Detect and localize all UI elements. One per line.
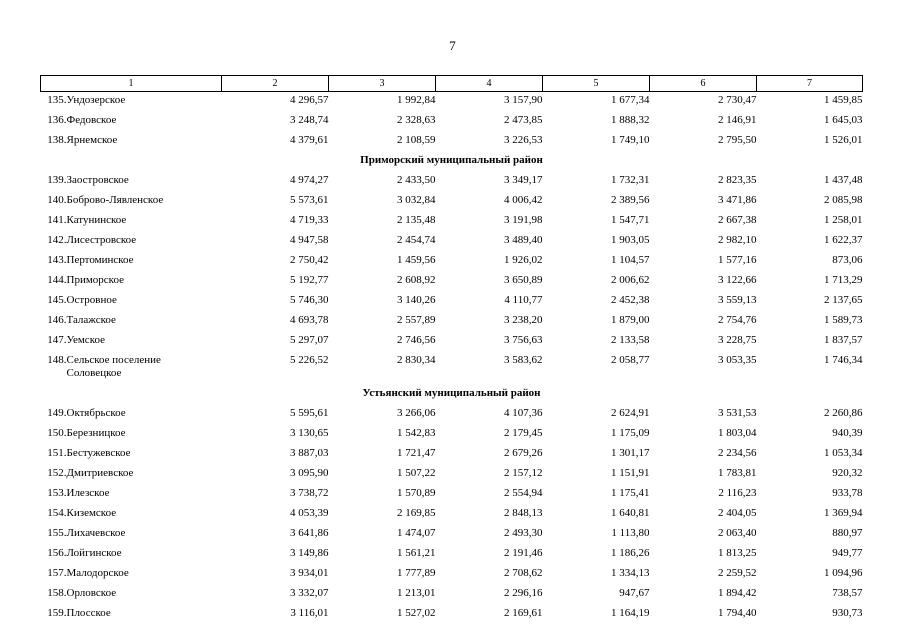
value-cell: 4 974,27 [290, 174, 329, 186]
settlement-name-line: Талажское [66, 314, 116, 326]
settlement-name [67, 605, 222, 625]
value-cell: 3 349,17 [504, 174, 543, 186]
table-row [41, 132, 863, 152]
value-cell: 3 116,01 [290, 607, 329, 619]
settlement-name [67, 485, 222, 505]
value-cell: 3 149,86 [290, 547, 329, 559]
value-cell: 2 830,34 [397, 354, 436, 366]
row-number: 158. [47, 587, 67, 599]
value-cell: 2 754,76 [718, 314, 757, 326]
value-cell: 1 645,03 [824, 114, 863, 126]
value-cell: 2 058,77 [611, 354, 650, 366]
value-cell: 2 708,62 [504, 567, 543, 579]
column-header: 1 [41, 76, 222, 92]
value-cell: 3 559,13 [718, 294, 757, 306]
row-number: 136. [47, 114, 67, 126]
section-header-row [41, 152, 863, 172]
settlement-name-line: Соловецкое [66, 367, 122, 379]
value-cell: 5 595,61 [290, 407, 329, 419]
value-cell: 1 640,81 [611, 507, 650, 519]
table-row [41, 272, 863, 292]
value-cell: 2 389,56 [611, 194, 650, 206]
value-cell: 1 926,02 [504, 254, 543, 266]
value-cell: 2 137,65 [824, 294, 863, 306]
value-cell: 1 903,05 [611, 234, 650, 246]
value-cell: 940,39 [832, 427, 863, 439]
value-cell: 2 795,50 [718, 134, 757, 146]
value-cell: 3 095,90 [290, 467, 329, 479]
value-cell: 5 192,77 [290, 274, 329, 286]
value-cell: 1 577,16 [718, 254, 757, 266]
value-cell: 1 547,71 [611, 214, 650, 226]
row-number: 144. [47, 274, 67, 286]
value-cell: 3 738,72 [290, 487, 329, 499]
value-cell: 1 527,02 [397, 607, 436, 619]
settlement-name-line: Малодорское [66, 567, 129, 579]
settlement-name [67, 465, 222, 485]
value-cell: 3 641,86 [290, 527, 329, 539]
value-cell: 1 175,09 [611, 427, 650, 439]
value-cell: 3 756,63 [504, 334, 543, 346]
settlement-name [67, 525, 222, 545]
settlement-name [67, 232, 222, 252]
value-cell: 3 140,26 [397, 294, 436, 306]
settlement-name [67, 445, 222, 465]
settlement-name [67, 192, 222, 212]
value-cell: 933,78 [832, 487, 863, 499]
value-cell: 2 328,63 [397, 114, 436, 126]
row-number: 159. [47, 607, 67, 619]
value-cell: 2 296,16 [504, 587, 543, 599]
value-cell: 1 053,34 [824, 447, 863, 459]
value-cell: 3 248,74 [290, 114, 329, 126]
value-cell: 2 624,91 [611, 407, 650, 419]
value-cell: 2 146,91 [718, 114, 757, 126]
value-cell: 1 677,34 [611, 94, 650, 106]
value-cell: 3 238,20 [504, 314, 543, 326]
row-number: 151. [47, 447, 67, 459]
value-cell: 1 570,89 [397, 487, 436, 499]
table-row [41, 485, 863, 505]
value-cell: 2 452,38 [611, 294, 650, 306]
table-row [41, 425, 863, 445]
value-cell: 1 258,01 [824, 214, 863, 226]
value-cell: 1 888,32 [611, 114, 650, 126]
settlement-name [67, 92, 222, 113]
settlement-name-line: Бестужевское [66, 447, 131, 459]
value-cell: 2 848,13 [504, 507, 543, 519]
value-cell: 2 179,45 [504, 427, 543, 439]
value-cell: 5 746,30 [290, 294, 329, 306]
settlement-name-line: Октябрьское [66, 407, 126, 419]
value-cell: 4 053,39 [290, 507, 329, 519]
row-number: 141. [47, 214, 67, 226]
settlement-name-line: Орловское [66, 587, 117, 599]
table-row [41, 352, 863, 385]
value-cell: 2 493,30 [504, 527, 543, 539]
value-cell: 3 471,86 [718, 194, 757, 206]
settlement-name-line: Лихачевское [66, 527, 126, 539]
value-cell: 4 107,36 [504, 407, 543, 419]
table-row [41, 292, 863, 312]
settlement-name-line: Пертоминское [66, 254, 134, 266]
settlement-name [67, 132, 222, 152]
value-cell: 1 561,21 [397, 547, 436, 559]
row-number: 138. [47, 134, 67, 146]
value-cell: 2 234,56 [718, 447, 757, 459]
value-cell: 2 157,12 [504, 467, 543, 479]
table-row [41, 405, 863, 425]
value-cell: 5 573,61 [290, 194, 329, 206]
value-cell: 1 507,22 [397, 467, 436, 479]
table-row [41, 505, 863, 525]
value-cell: 2 433,50 [397, 174, 436, 186]
value-cell: 3 226,53 [504, 134, 543, 146]
table-row [41, 565, 863, 585]
column-header: 4 [436, 76, 543, 92]
value-cell: 1 879,00 [611, 314, 650, 326]
value-cell: 2 982,10 [718, 234, 757, 246]
settlement-name-line: Лисестровское [66, 234, 137, 246]
value-cell: 1 894,42 [718, 587, 757, 599]
value-cell: 738,57 [832, 587, 863, 599]
value-cell: 3 887,03 [290, 447, 329, 459]
row-number: 156. [47, 547, 67, 559]
row-number: 153. [47, 487, 67, 499]
row-number: 149. [47, 407, 67, 419]
value-cell: 4 379,61 [290, 134, 329, 146]
settlement-name [67, 585, 222, 605]
value-cell: 1 186,26 [611, 547, 650, 559]
value-cell: 1 721,47 [397, 447, 436, 459]
settlement-name [67, 545, 222, 565]
settlement-name-line: Ундозерское [66, 94, 126, 106]
value-cell: 1 732,31 [611, 174, 650, 186]
settlement-name-line: Приморское [66, 274, 124, 286]
settlement-name [67, 212, 222, 232]
value-cell: 1 459,56 [397, 254, 436, 266]
row-number: 150. [47, 427, 67, 439]
value-cell: 1 437,48 [824, 174, 863, 186]
value-cell: 1 837,57 [824, 334, 863, 346]
table-header [41, 76, 863, 92]
table-row [41, 605, 863, 625]
value-cell: 1 713,29 [824, 274, 863, 286]
settlement-name-line: Илезское [66, 487, 110, 499]
row-number: 135. [47, 94, 67, 106]
value-cell: 3 228,75 [718, 334, 757, 346]
value-cell: 1 334,13 [611, 567, 650, 579]
value-cell: 947,67 [619, 587, 650, 599]
value-cell: 3 650,89 [504, 274, 543, 286]
table-row [41, 232, 863, 252]
value-cell: 2 554,94 [504, 487, 543, 499]
value-cell: 2 259,52 [718, 567, 757, 579]
row-number: 152. [47, 467, 67, 479]
table-row [41, 585, 863, 605]
value-cell: 4 110,77 [504, 294, 543, 306]
table-row [41, 525, 863, 545]
row-number: 146. [47, 314, 67, 326]
row-number: 145. [47, 294, 67, 306]
row-number: 157. [47, 567, 67, 579]
settlement-name [67, 352, 222, 385]
settlement-name [67, 252, 222, 272]
page-number: 7 [449, 38, 456, 53]
value-cell: 1 113,80 [611, 527, 650, 539]
value-cell: 1 783,81 [718, 467, 757, 479]
row-number: 139. [47, 174, 67, 186]
settlement-name-line: Плосское [66, 607, 111, 619]
value-cell: 1 104,57 [611, 254, 650, 266]
value-cell: 1 213,01 [397, 587, 436, 599]
value-cell: 1 542,83 [397, 427, 436, 439]
value-cell: 4 693,78 [290, 314, 329, 326]
value-cell: 949,77 [832, 547, 863, 559]
value-cell: 2 085,98 [824, 194, 863, 206]
value-cell: 1 746,34 [824, 354, 863, 366]
settlement-name [67, 565, 222, 585]
settlement-name-line: Сельское поселение [66, 354, 161, 366]
data-table [40, 75, 863, 625]
value-cell: 2 260,86 [824, 407, 863, 419]
value-cell: 1 164,19 [611, 607, 650, 619]
settlement-name-line: Уемское [66, 334, 105, 346]
table-row [41, 545, 863, 565]
value-cell: 2 608,92 [397, 274, 436, 286]
table-row [41, 445, 863, 465]
settlement-name-line: Лойгинское [66, 547, 122, 559]
settlement-name-line: Ярнемское [66, 134, 118, 146]
value-cell: 3 489,40 [504, 234, 543, 246]
value-cell: 1 094,96 [824, 567, 863, 579]
value-cell: 2 679,26 [504, 447, 543, 459]
value-cell: 2 116,23 [718, 487, 757, 499]
settlement-name-line: Заостровское [66, 174, 129, 186]
table-row [41, 172, 863, 192]
settlement-name-line: Березницкое [66, 427, 126, 439]
row-number: 142. [47, 234, 67, 246]
row-number: 143. [47, 254, 67, 266]
settlement-name [67, 312, 222, 332]
value-cell: 3 191,98 [504, 214, 543, 226]
column-header: 6 [650, 76, 757, 92]
value-cell: 3 531,53 [718, 407, 757, 419]
value-cell: 2 746,56 [397, 334, 436, 346]
value-cell: 1 459,85 [824, 94, 863, 106]
value-cell: 3 122,66 [718, 274, 757, 286]
value-cell: 4 296,57 [290, 94, 329, 106]
table-row [41, 465, 863, 485]
value-cell: 4 947,58 [290, 234, 329, 246]
value-cell: 4 006,42 [504, 194, 543, 206]
value-cell: 2 823,35 [718, 174, 757, 186]
settlement-name [67, 112, 222, 132]
value-cell: 3 032,84 [397, 194, 436, 206]
value-cell: 1 369,94 [824, 507, 863, 519]
row-number: 155. [47, 527, 67, 539]
settlement-name [67, 405, 222, 425]
table-row [41, 252, 863, 272]
value-cell: 2 667,38 [718, 214, 757, 226]
settlement-name [67, 272, 222, 292]
value-cell: 1 151,91 [611, 467, 650, 479]
value-cell: 3 266,06 [397, 407, 436, 419]
value-cell: 1 175,41 [611, 487, 650, 499]
table-row [41, 112, 863, 132]
value-cell: 1 749,10 [611, 134, 650, 146]
value-cell: 2 191,46 [504, 547, 543, 559]
value-cell: 1 813,25 [718, 547, 757, 559]
value-cell: 2 063,40 [718, 527, 757, 539]
value-cell: 3 332,07 [290, 587, 329, 599]
value-cell: 1 622,37 [824, 234, 863, 246]
value-cell: 1 992,84 [397, 94, 436, 106]
table-row [41, 312, 863, 332]
value-cell: 4 719,33 [290, 214, 329, 226]
section-title: Устьянский муниципальный район [362, 387, 541, 399]
value-cell: 2 169,85 [397, 507, 436, 519]
table-body [41, 92, 863, 626]
value-cell: 1 589,73 [824, 314, 863, 326]
table-row [41, 332, 863, 352]
value-cell: 3 934,01 [290, 567, 329, 579]
settlement-name [67, 332, 222, 352]
value-cell: 873,06 [832, 254, 863, 266]
settlement-name-line: Дмитриевское [66, 467, 134, 479]
value-cell: 2 454,74 [397, 234, 436, 246]
settlement-name [67, 425, 222, 445]
value-cell: 1 803,04 [718, 427, 757, 439]
value-cell: 1 777,89 [397, 567, 436, 579]
table-row [41, 212, 863, 232]
value-cell: 2 750,42 [290, 254, 329, 266]
table-row [41, 192, 863, 212]
settlement-name-line: Боброво-Лявленское [66, 194, 164, 206]
value-cell: 2 133,58 [611, 334, 650, 346]
settlement-name [67, 292, 222, 312]
value-cell: 2 557,89 [397, 314, 436, 326]
value-cell: 2 108,59 [397, 134, 436, 146]
settlement-name [67, 172, 222, 192]
value-cell: 880,97 [832, 527, 863, 539]
column-header: 2 [222, 76, 329, 92]
row-number: 148. [47, 354, 67, 366]
column-header: 7 [757, 76, 863, 92]
section-header-row [41, 385, 863, 405]
settlement-name-line: Катунинское [66, 214, 127, 226]
value-cell: 3 053,35 [718, 354, 757, 366]
row-number: 140. [47, 194, 67, 206]
value-cell: 2 135,48 [397, 214, 436, 226]
settlement-name [67, 505, 222, 525]
value-cell: 3 157,90 [504, 94, 543, 106]
column-header: 3 [329, 76, 436, 92]
value-cell: 3 130,65 [290, 427, 329, 439]
column-header: 5 [543, 76, 650, 92]
table-row [41, 92, 863, 113]
value-cell: 5 226,52 [290, 354, 329, 366]
value-cell: 920,32 [832, 467, 863, 479]
value-cell: 3 583,62 [504, 354, 543, 366]
value-cell: 2 169,61 [504, 607, 543, 619]
value-cell: 5 297,07 [290, 334, 329, 346]
settlement-name-line: Островное [66, 294, 117, 306]
row-number: 147. [47, 334, 67, 346]
value-cell: 1 526,01 [824, 134, 863, 146]
value-cell: 2 006,62 [611, 274, 650, 286]
row-number: 154. [47, 507, 67, 519]
value-cell: 2 730,47 [718, 94, 757, 106]
value-cell: 2 473,85 [504, 114, 543, 126]
settlement-name-line: Федовское [66, 114, 117, 126]
value-cell: 1 474,07 [397, 527, 436, 539]
settlement-name-line: Киземское [66, 507, 117, 519]
value-cell: 930,73 [832, 607, 863, 619]
value-cell: 2 404,05 [718, 507, 757, 519]
section-title: Приморский муниципальный район [360, 154, 543, 166]
value-cell: 1 794,40 [718, 607, 757, 619]
value-cell: 1 301,17 [611, 447, 650, 459]
